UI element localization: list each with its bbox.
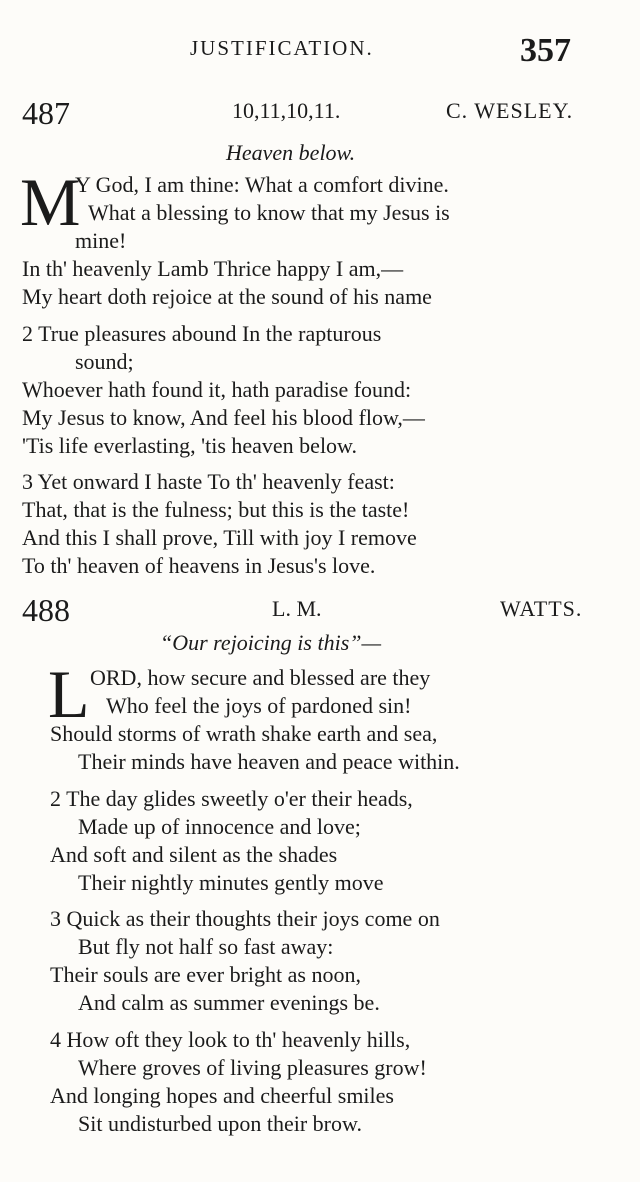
hymn-title: “Our rejoicing is this”—: [160, 630, 382, 655]
verse-line: Y God, I am thine: What a comfort divine.: [75, 172, 449, 197]
verse-line: And this I shall prove, Till with joy I remove: [22, 525, 417, 550]
verse-line: Made up of innocence and love;: [78, 814, 361, 839]
hymn-number: 488: [22, 592, 70, 628]
verse-line: Who feel the joys of pardoned sin!: [106, 693, 412, 718]
running-head: JUSTIFICATION.: [190, 36, 374, 60]
verse-line: What a blessing to know that my Jesus is: [88, 200, 450, 225]
verse-line: mine!: [75, 228, 127, 253]
verse-line: 4 How oft they look to th' heavenly hills,: [50, 1027, 411, 1052]
page-number: 357: [520, 32, 571, 69]
verse-line: Their nightly minutes gently move: [78, 870, 384, 895]
verse-line: In th' heavenly Lamb Thrice happy I am,—: [22, 256, 404, 281]
verse-line: That, that is the fulness; but this is the taste!: [22, 497, 410, 522]
drop-cap: M: [20, 164, 81, 240]
verse-line: To th' heaven of heavens in Jesus's love.: [22, 553, 376, 578]
verse-line: Whoever hath found it, hath paradise found:: [22, 377, 412, 402]
verse-line: My Jesus to know, And feel his blood flow,—: [22, 405, 425, 430]
hymn-meter: L. M.: [272, 596, 322, 621]
verse-line: 2 The day glides sweetly o'er their heads,: [50, 786, 413, 811]
verse-line: 3 Quick as their thoughts their joys come on: [50, 906, 440, 931]
verse-line: 2 True pleasures abound In the rapturous: [22, 321, 382, 346]
hymn-author: C. WESLEY.: [446, 98, 574, 123]
hymn-number: 487: [22, 95, 70, 131]
verse-line: ORD, how secure and blessed are they: [90, 665, 431, 690]
hymn-title: Heaven below.: [226, 140, 356, 165]
verse-line: And calm as summer evenings be.: [78, 990, 380, 1015]
hymn-meter: 10,11,10,11.: [232, 98, 341, 123]
verse-line: But fly not half so fast away:: [78, 934, 334, 959]
verse-line: 3 Yet onward I haste To th' heavenly feast:: [22, 469, 395, 494]
verse-line: Their minds have heaven and peace within.: [78, 749, 460, 774]
verse-line: Where groves of living pleasures grow!: [78, 1055, 427, 1080]
verse-line: And soft and silent as the shades: [50, 842, 338, 867]
drop-cap: L: [48, 656, 90, 732]
verse-line: Should storms of wrath shake earth and sea,: [50, 721, 438, 746]
hymn-author: WATTS.: [500, 596, 583, 621]
verse-line: And longing hopes and cheerful smiles: [50, 1083, 394, 1108]
verse-line: sound;: [75, 349, 134, 374]
verse-line: My heart doth rejoice at the sound of his name: [22, 284, 432, 309]
verse-line: 'Tis life everlasting, 'tis heaven below.: [22, 433, 358, 458]
verse-line: Sit undisturbed upon their brow.: [78, 1111, 362, 1136]
verse-line: Their souls are ever bright as noon,: [50, 962, 361, 987]
